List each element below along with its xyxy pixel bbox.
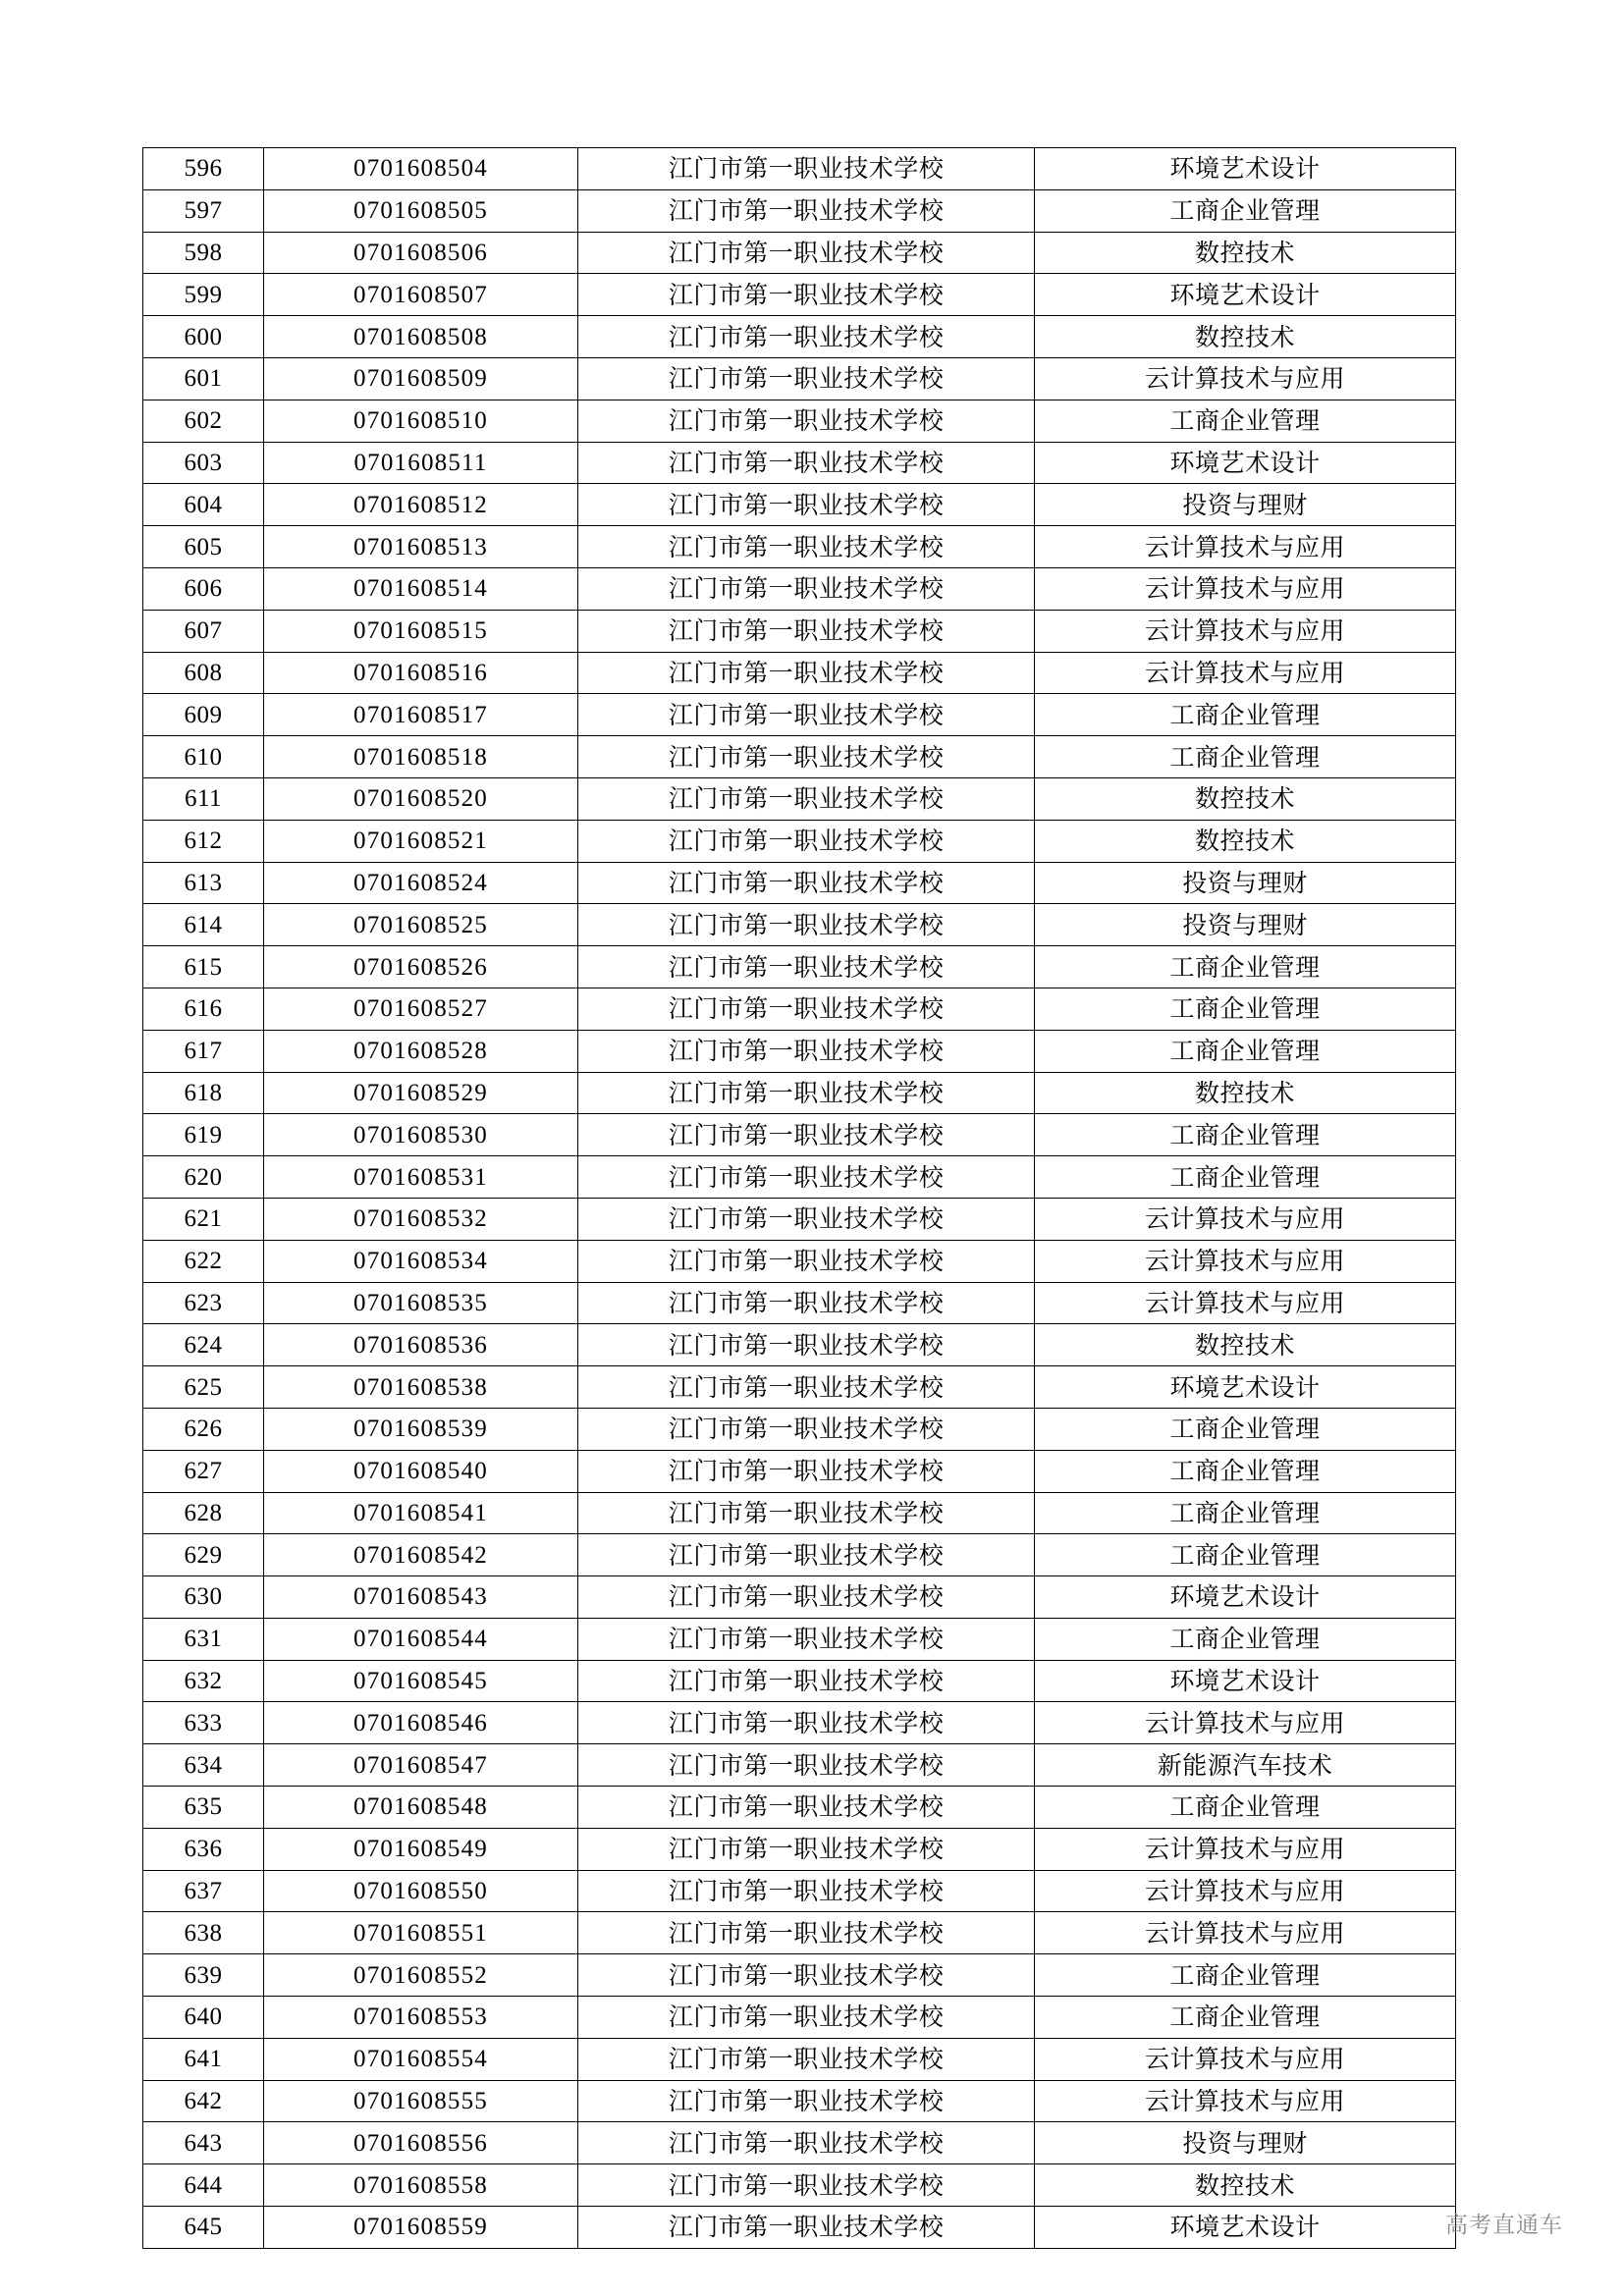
table-row [143, 2207, 1456, 2249]
cell-school-name: 江门市第一职业技术学校 [578, 820, 1035, 862]
cell-sequence-number: 642 [143, 2080, 264, 2122]
table-row [143, 2122, 1456, 2164]
cell-candidate-id: 0701608538 [264, 1366, 578, 1409]
cell-candidate-id: 0701608514 [264, 567, 578, 610]
cell-major-name: 环境艺术设计 [1035, 1366, 1456, 1409]
table-row [143, 1198, 1456, 1240]
cell-candidate-id: 0701608504 [264, 148, 578, 190]
cell-school-name: 江门市第一职业技术学校 [578, 1954, 1035, 1997]
table-row [143, 1492, 1456, 1534]
cell-sequence-number: 624 [143, 1324, 264, 1366]
cell-major-name: 云计算技术与应用 [1035, 1828, 1456, 1870]
cell-school-name: 江门市第一职业技术学校 [578, 1198, 1035, 1240]
cell-school-name: 江门市第一职业技术学校 [578, 1744, 1035, 1787]
cell-major-name: 投资与理财 [1035, 862, 1456, 904]
cell-sequence-number: 639 [143, 1954, 264, 1997]
cell-candidate-id: 0701608552 [264, 1954, 578, 1997]
cell-candidate-id: 0701608532 [264, 1198, 578, 1240]
cell-major-name: 云计算技术与应用 [1035, 610, 1456, 652]
cell-candidate-id: 0701608526 [264, 946, 578, 988]
cell-major-name: 云计算技术与应用 [1035, 1240, 1456, 1282]
table-row [143, 1954, 1456, 1997]
table-row [143, 526, 1456, 568]
table-row [143, 820, 1456, 862]
cell-sequence-number: 613 [143, 862, 264, 904]
cell-sequence-number: 598 [143, 232, 264, 274]
cell-school-name: 江门市第一职业技术学校 [578, 1912, 1035, 1954]
table-row [143, 1744, 1456, 1787]
cell-candidate-id: 0701608545 [264, 1660, 578, 1702]
table-row [143, 1156, 1456, 1199]
table-row [143, 946, 1456, 988]
cell-major-name: 云计算技术与应用 [1035, 567, 1456, 610]
cell-candidate-id: 0701608517 [264, 694, 578, 736]
cell-candidate-id: 0701608536 [264, 1324, 578, 1366]
cell-school-name: 江门市第一职业技术学校 [578, 1870, 1035, 1912]
cell-sequence-number: 634 [143, 1744, 264, 1787]
table-row [143, 1282, 1456, 1324]
cell-sequence-number: 604 [143, 484, 264, 526]
cell-sequence-number: 605 [143, 526, 264, 568]
cell-major-name: 工商企业管理 [1035, 1954, 1456, 1997]
cell-candidate-id: 0701608547 [264, 1744, 578, 1787]
cell-major-name: 云计算技术与应用 [1035, 1702, 1456, 1744]
table-row [143, 1030, 1456, 1072]
cell-sequence-number: 625 [143, 1366, 264, 1409]
cell-candidate-id: 0701608548 [264, 1787, 578, 1829]
cell-school-name: 江门市第一职业技术学校 [578, 1492, 1035, 1534]
cell-candidate-id: 0701608549 [264, 1828, 578, 1870]
cell-candidate-id: 0701608507 [264, 274, 578, 316]
cell-major-name: 工商企业管理 [1035, 1787, 1456, 1829]
cell-school-name: 江门市第一职业技术学校 [578, 567, 1035, 610]
cell-school-name: 江门市第一职业技术学校 [578, 357, 1035, 400]
cell-candidate-id: 0701608540 [264, 1450, 578, 1492]
cell-candidate-id: 0701608525 [264, 904, 578, 946]
cell-sequence-number: 618 [143, 1072, 264, 1114]
cell-sequence-number: 614 [143, 904, 264, 946]
cell-candidate-id: 0701608511 [264, 442, 578, 484]
cell-school-name: 江门市第一职业技术学校 [578, 148, 1035, 190]
cell-candidate-id: 0701608555 [264, 2080, 578, 2122]
cell-school-name: 江门市第一职业技术学校 [578, 1030, 1035, 1072]
cell-major-name: 云计算技术与应用 [1035, 652, 1456, 694]
cell-sequence-number: 596 [143, 148, 264, 190]
cell-major-name: 云计算技术与应用 [1035, 1282, 1456, 1324]
cell-sequence-number: 632 [143, 1660, 264, 1702]
table-row [143, 904, 1456, 946]
cell-major-name: 数控技术 [1035, 316, 1456, 358]
cell-sequence-number: 627 [143, 1450, 264, 1492]
cell-major-name: 投资与理财 [1035, 904, 1456, 946]
cell-sequence-number: 611 [143, 777, 264, 820]
cell-sequence-number: 602 [143, 400, 264, 442]
cell-candidate-id: 0701608553 [264, 1997, 578, 2039]
cell-school-name: 江门市第一职业技术学校 [578, 652, 1035, 694]
cell-major-name: 工商企业管理 [1035, 1534, 1456, 1576]
table-row [143, 2080, 1456, 2122]
cell-candidate-id: 0701608534 [264, 1240, 578, 1282]
cell-candidate-id: 0701608518 [264, 736, 578, 778]
table-row [143, 357, 1456, 400]
cell-candidate-id: 0701608546 [264, 1702, 578, 1744]
cell-major-name: 云计算技术与应用 [1035, 2080, 1456, 2122]
admission-table [142, 147, 1456, 2249]
cell-major-name: 工商企业管理 [1035, 1408, 1456, 1450]
cell-school-name: 江门市第一职业技术学校 [578, 946, 1035, 988]
cell-school-name: 江门市第一职业技术学校 [578, 526, 1035, 568]
cell-candidate-id: 0701608535 [264, 1282, 578, 1324]
table-row [143, 2038, 1456, 2080]
cell-major-name: 环境艺术设计 [1035, 274, 1456, 316]
cell-school-name: 江门市第一职业技术学校 [578, 400, 1035, 442]
cell-candidate-id: 0701608524 [264, 862, 578, 904]
cell-major-name: 环境艺术设计 [1035, 1576, 1456, 1619]
table-row [143, 232, 1456, 274]
cell-sequence-number: 644 [143, 2164, 264, 2207]
cell-school-name: 江门市第一职业技术学校 [578, 442, 1035, 484]
cell-sequence-number: 612 [143, 820, 264, 862]
table-row [143, 442, 1456, 484]
cell-candidate-id: 0701608506 [264, 232, 578, 274]
cell-candidate-id: 0701608516 [264, 652, 578, 694]
cell-candidate-id: 0701608510 [264, 400, 578, 442]
cell-sequence-number: 629 [143, 1534, 264, 1576]
table-row [143, 1576, 1456, 1619]
cell-major-name: 工商企业管理 [1035, 1997, 1456, 2039]
table-row [143, 1534, 1456, 1576]
cell-school-name: 江门市第一职业技术学校 [578, 2164, 1035, 2207]
cell-school-name: 江门市第一职业技术学校 [578, 1618, 1035, 1660]
cell-major-name: 环境艺术设计 [1035, 148, 1456, 190]
cell-candidate-id: 0701608550 [264, 1870, 578, 1912]
cell-school-name: 江门市第一职业技术学校 [578, 1324, 1035, 1366]
cell-major-name: 工商企业管理 [1035, 694, 1456, 736]
cell-candidate-id: 0701608543 [264, 1576, 578, 1619]
cell-school-name: 江门市第一职业技术学校 [578, 1282, 1035, 1324]
cell-sequence-number: 622 [143, 1240, 264, 1282]
table-row [143, 567, 1456, 610]
cell-school-name: 江门市第一职业技术学校 [578, 2122, 1035, 2164]
table-row [143, 1324, 1456, 1366]
cell-sequence-number: 599 [143, 274, 264, 316]
cell-school-name: 江门市第一职业技术学校 [578, 1240, 1035, 1282]
table-row [143, 1870, 1456, 1912]
cell-school-name: 江门市第一职业技术学校 [578, 232, 1035, 274]
cell-school-name: 江门市第一职业技术学校 [578, 1534, 1035, 1576]
table-row [143, 316, 1456, 358]
table-row [143, 1660, 1456, 1702]
cell-candidate-id: 0701608521 [264, 820, 578, 862]
cell-candidate-id: 0701608527 [264, 988, 578, 1030]
cell-sequence-number: 600 [143, 316, 264, 358]
cell-major-name: 新能源汽车技术 [1035, 1744, 1456, 1787]
cell-candidate-id: 0701608558 [264, 2164, 578, 2207]
table-row [143, 1997, 1456, 2039]
cell-major-name: 数控技术 [1035, 1072, 1456, 1114]
cell-major-name: 环境艺术设计 [1035, 2207, 1456, 2249]
cell-candidate-id: 0701608515 [264, 610, 578, 652]
cell-school-name: 江门市第一职业技术学校 [578, 1787, 1035, 1829]
cell-candidate-id: 0701608539 [264, 1408, 578, 1450]
cell-sequence-number: 603 [143, 442, 264, 484]
cell-school-name: 江门市第一职业技术学校 [578, 2038, 1035, 2080]
table-row [143, 1828, 1456, 1870]
cell-school-name: 江门市第一职业技术学校 [578, 316, 1035, 358]
cell-candidate-id: 0701608551 [264, 1912, 578, 1954]
cell-candidate-id: 0701608508 [264, 316, 578, 358]
table-row [143, 652, 1456, 694]
cell-sequence-number: 597 [143, 189, 264, 232]
cell-sequence-number: 626 [143, 1408, 264, 1450]
cell-sequence-number: 636 [143, 1828, 264, 1870]
admission-table-body [143, 148, 1456, 2249]
cell-candidate-id: 0701608520 [264, 777, 578, 820]
table-row [143, 1618, 1456, 1660]
table-row [143, 1072, 1456, 1114]
cell-major-name: 工商企业管理 [1035, 988, 1456, 1030]
table-row [143, 1702, 1456, 1744]
cell-major-name: 云计算技术与应用 [1035, 1870, 1456, 1912]
cell-major-name: 云计算技术与应用 [1035, 2038, 1456, 2080]
cell-candidate-id: 0701608513 [264, 526, 578, 568]
cell-school-name: 江门市第一职业技术学校 [578, 1072, 1035, 1114]
cell-major-name: 工商企业管理 [1035, 189, 1456, 232]
cell-major-name: 云计算技术与应用 [1035, 1912, 1456, 1954]
cell-school-name: 江门市第一职业技术学校 [578, 988, 1035, 1030]
cell-school-name: 江门市第一职业技术学校 [578, 1450, 1035, 1492]
table-row [143, 736, 1456, 778]
cell-sequence-number: 619 [143, 1114, 264, 1156]
cell-school-name: 江门市第一职业技术学校 [578, 904, 1035, 946]
cell-sequence-number: 645 [143, 2207, 264, 2249]
cell-school-name: 江门市第一职业技术学校 [578, 1366, 1035, 1409]
cell-major-name: 环境艺术设计 [1035, 442, 1456, 484]
cell-major-name: 云计算技术与应用 [1035, 357, 1456, 400]
cell-school-name: 江门市第一职业技术学校 [578, 1702, 1035, 1744]
cell-candidate-id: 0701608512 [264, 484, 578, 526]
cell-sequence-number: 607 [143, 610, 264, 652]
cell-candidate-id: 0701608509 [264, 357, 578, 400]
cell-sequence-number: 631 [143, 1618, 264, 1660]
cell-sequence-number: 640 [143, 1997, 264, 2039]
table-row [143, 1450, 1456, 1492]
table-row [143, 1912, 1456, 1954]
cell-major-name: 数控技术 [1035, 820, 1456, 862]
table-row [143, 484, 1456, 526]
cell-school-name: 江门市第一职业技术学校 [578, 777, 1035, 820]
cell-sequence-number: 608 [143, 652, 264, 694]
cell-major-name: 工商企业管理 [1035, 1492, 1456, 1534]
table-row [143, 274, 1456, 316]
table-row [143, 610, 1456, 652]
cell-sequence-number: 637 [143, 1870, 264, 1912]
cell-candidate-id: 0701608530 [264, 1114, 578, 1156]
cell-major-name: 投资与理财 [1035, 2122, 1456, 2164]
cell-major-name: 数控技术 [1035, 232, 1456, 274]
cell-sequence-number: 628 [143, 1492, 264, 1534]
cell-major-name: 数控技术 [1035, 1324, 1456, 1366]
cell-sequence-number: 617 [143, 1030, 264, 1072]
cell-major-name: 投资与理财 [1035, 484, 1456, 526]
table-row [143, 694, 1456, 736]
cell-school-name: 江门市第一职业技术学校 [578, 862, 1035, 904]
cell-sequence-number: 616 [143, 988, 264, 1030]
cell-sequence-number: 606 [143, 567, 264, 610]
cell-candidate-id: 0701608541 [264, 1492, 578, 1534]
cell-major-name: 工商企业管理 [1035, 400, 1456, 442]
cell-school-name: 江门市第一职业技术学校 [578, 274, 1035, 316]
table-row [143, 189, 1456, 232]
cell-sequence-number: 641 [143, 2038, 264, 2080]
cell-school-name: 江门市第一职业技术学校 [578, 1997, 1035, 2039]
cell-major-name: 工商企业管理 [1035, 1618, 1456, 1660]
cell-candidate-id: 0701608528 [264, 1030, 578, 1072]
cell-school-name: 江门市第一职业技术学校 [578, 736, 1035, 778]
cell-candidate-id: 0701608559 [264, 2207, 578, 2249]
watermark-text: 高考直通车 [1445, 2213, 1563, 2238]
table-row [143, 1787, 1456, 1829]
cell-sequence-number: 638 [143, 1912, 264, 1954]
table-row [143, 1366, 1456, 1409]
cell-candidate-id: 0701608505 [264, 189, 578, 232]
cell-school-name: 江门市第一职业技术学校 [578, 1660, 1035, 1702]
table-row [143, 777, 1456, 820]
cell-major-name: 数控技术 [1035, 2164, 1456, 2207]
table-row [143, 148, 1456, 190]
table-row [143, 862, 1456, 904]
table-row [143, 1114, 1456, 1156]
cell-sequence-number: 610 [143, 736, 264, 778]
cell-school-name: 江门市第一职业技术学校 [578, 189, 1035, 232]
cell-school-name: 江门市第一职业技术学校 [578, 1828, 1035, 1870]
cell-school-name: 江门市第一职业技术学校 [578, 2080, 1035, 2122]
cell-sequence-number: 601 [143, 357, 264, 400]
table-row [143, 1408, 1456, 1450]
cell-sequence-number: 615 [143, 946, 264, 988]
cell-major-name: 工商企业管理 [1035, 946, 1456, 988]
cell-sequence-number: 643 [143, 2122, 264, 2164]
cell-candidate-id: 0701608554 [264, 2038, 578, 2080]
cell-school-name: 江门市第一职业技术学校 [578, 610, 1035, 652]
table-row [143, 988, 1456, 1030]
cell-school-name: 江门市第一职业技术学校 [578, 1114, 1035, 1156]
cell-candidate-id: 0701608556 [264, 2122, 578, 2164]
cell-major-name: 云计算技术与应用 [1035, 526, 1456, 568]
cell-sequence-number: 621 [143, 1198, 264, 1240]
cell-sequence-number: 620 [143, 1156, 264, 1199]
cell-major-name: 云计算技术与应用 [1035, 1198, 1456, 1240]
table-row [143, 1240, 1456, 1282]
cell-school-name: 江门市第一职业技术学校 [578, 1156, 1035, 1199]
cell-major-name: 环境艺术设计 [1035, 1660, 1456, 1702]
cell-major-name: 工商企业管理 [1035, 1030, 1456, 1072]
cell-school-name: 江门市第一职业技术学校 [578, 2207, 1035, 2249]
cell-candidate-id: 0701608544 [264, 1618, 578, 1660]
cell-major-name: 数控技术 [1035, 777, 1456, 820]
cell-major-name: 工商企业管理 [1035, 1450, 1456, 1492]
cell-major-name: 工商企业管理 [1035, 736, 1456, 778]
cell-school-name: 江门市第一职业技术学校 [578, 1408, 1035, 1450]
cell-school-name: 江门市第一职业技术学校 [578, 484, 1035, 526]
cell-sequence-number: 633 [143, 1702, 264, 1744]
cell-sequence-number: 635 [143, 1787, 264, 1829]
cell-candidate-id: 0701608531 [264, 1156, 578, 1199]
cell-major-name: 工商企业管理 [1035, 1114, 1456, 1156]
table-row [143, 2164, 1456, 2207]
cell-sequence-number: 630 [143, 1576, 264, 1619]
cell-candidate-id: 0701608542 [264, 1534, 578, 1576]
cell-school-name: 江门市第一职业技术学校 [578, 694, 1035, 736]
cell-sequence-number: 609 [143, 694, 264, 736]
cell-school-name: 江门市第一职业技术学校 [578, 1576, 1035, 1619]
cell-candidate-id: 0701608529 [264, 1072, 578, 1114]
admission-table-container [142, 147, 1455, 2249]
cell-sequence-number: 623 [143, 1282, 264, 1324]
table-row [143, 400, 1456, 442]
cell-major-name: 工商企业管理 [1035, 1156, 1456, 1199]
